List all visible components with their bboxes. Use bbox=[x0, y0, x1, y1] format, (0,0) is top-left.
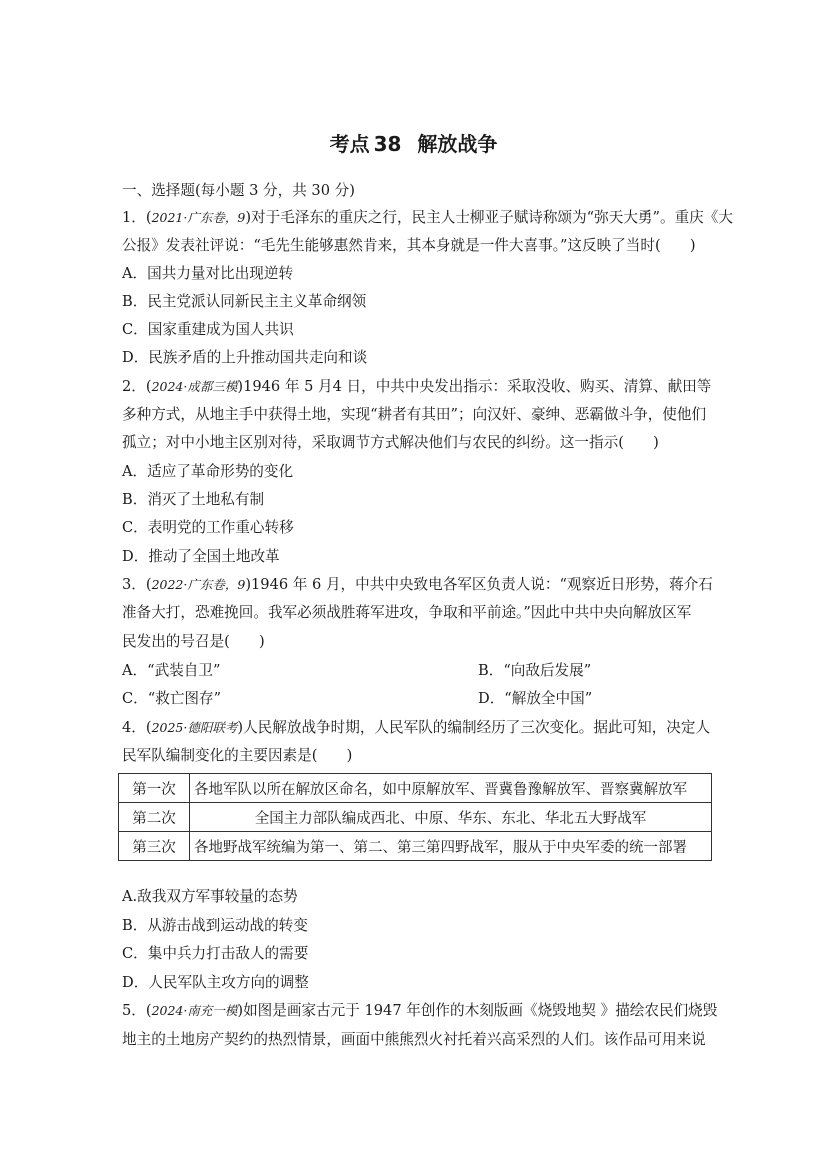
q5-stem-line1: 5．(2024·南充一模)如图是画家古元于 1947 年创作的木刻版画《烧毁地契 》描绘农民们烧毁 bbox=[122, 1002, 718, 1019]
q2-source: 2024·成都三模 bbox=[151, 379, 238, 394]
q3-stem-line3: 民发出的号召是( ) bbox=[122, 633, 265, 650]
q3-option-d: D．“解放全中国” bbox=[478, 690, 593, 707]
q2-option-c: C．表明党的工作重心转移 bbox=[122, 519, 294, 536]
table-row-text: 各地军队以所在解放区命名，如中原解放军、晋冀鲁豫解放军、晋察冀解放军 bbox=[190, 774, 712, 803]
q1-source: 2021·广东卷，9 bbox=[151, 210, 246, 225]
q5-source: 2024·南充一模 bbox=[151, 1003, 238, 1018]
q3-stem-line1: 3．(2022·广东卷，9)1946 年 6 月，中共中央致电各军区负责人说：“观察近日形势，蒋介石 bbox=[122, 576, 713, 593]
q3-option-a: A．“武装自卫” bbox=[122, 662, 221, 679]
table-row bbox=[119, 774, 712, 803]
q2-stem-line3: 孤立；对中小地主区别对待，采取调节方式解决他们与农民的纠纷。这一指示( ) bbox=[122, 434, 659, 451]
q1-stem-line1: 1．(2021·广东卷，9)对于毛泽东的重庆之行，民主人士柳亚子赋诗称颂为“弥天大勇”。重庆《大 bbox=[122, 209, 733, 226]
q2-option-b: B．消灭了土地私有制 bbox=[122, 491, 265, 508]
title-number: 38 bbox=[373, 132, 402, 156]
q4-option-b: B．从游击战到运动战的转变 bbox=[122, 917, 308, 934]
q3-source: 2022·广东卷，9 bbox=[151, 577, 246, 592]
table-row-head: 第三次 bbox=[119, 832, 190, 861]
q4-source: 2025·德阳联考 bbox=[151, 720, 238, 735]
q1-stem-line2: 公报》发表社评说：“毛先生能够惠然肯来，其本身就是一件大喜事。”这反映了当时( ) bbox=[122, 237, 696, 254]
q3-options-row1 bbox=[122, 661, 717, 681]
q4-option-d: D．人民军队主攻方向的调整 bbox=[122, 974, 309, 991]
q4-option-a: A.敌我双方军事较量的态势 bbox=[122, 888, 298, 905]
table-row bbox=[119, 832, 712, 861]
q2-option-a: A．适应了革命形势的变化 bbox=[122, 463, 294, 480]
q1-option-b: B．民主党派认同新民主主义革命纲领 bbox=[122, 293, 367, 310]
q4-stem-line2: 民军队编制变化的主要因素是( ) bbox=[122, 747, 353, 764]
title-prefix: 考点 bbox=[329, 132, 370, 156]
table-row-head: 第一次 bbox=[119, 774, 190, 803]
page-title bbox=[0, 128, 827, 157]
q1-option-c: C．国家重建成为国人共识 bbox=[122, 321, 294, 338]
q3-option-b: B．“向敌后发展” bbox=[478, 662, 592, 679]
title-topic: 解放战争 bbox=[417, 132, 498, 156]
q5-stem-line2: 地主的土地房产契约的热烈情景，画面中熊熊烈火衬托着兴高采烈的人们。该作品可用来说 bbox=[122, 1031, 706, 1048]
q2-stem-line1: 2．(2024·成都三模)1946 年 5 月4 日，中共中央发出指示：采取没收、购买、清算、献田等 bbox=[122, 378, 712, 395]
section-heading: 一、选择题(每小题 3 分，共 30 分) bbox=[122, 182, 355, 199]
q4-table bbox=[118, 773, 712, 861]
table-row bbox=[119, 803, 712, 832]
q1-option-d: D．民族矛盾的上升推动国共走向和谈 bbox=[122, 349, 368, 366]
q4-option-c: C．集中兵力打击敌人的需要 bbox=[122, 945, 309, 962]
q3-stem-line2: 准备大打，恐难挽回。我军必须战胜蒋军进攻，争取和平前途。”因此中共中央向解放区军 bbox=[122, 604, 692, 621]
table-row-text: 各地野战军统编为第一、第二、第三第四野战军，服从于中央军委的统一部署 bbox=[190, 832, 712, 861]
q3-options-row2 bbox=[122, 689, 717, 709]
q1-option-a: A．国共力量对比出现逆转 bbox=[122, 265, 294, 282]
table-row-text: 全国主力部队编成西北、中原、华东、东北、华北五大野战军 bbox=[190, 803, 712, 832]
q3-option-c: C．“救亡图存” bbox=[122, 690, 222, 707]
q2-stem-line2: 多种方式，从地主手中获得土地，实现“耕者有其田”；向汉奸、豪绅、恶霸做斗争，使他们 bbox=[122, 406, 707, 423]
q4-stem-line1: 4．(2025·德阳联考)人民解放战争时期，人民军队的编制经历了三次变化。据此可知，决定人 bbox=[122, 719, 711, 736]
table-row-head: 第二次 bbox=[119, 803, 190, 832]
q2-option-d: D．推动了全国土地改革 bbox=[122, 548, 280, 565]
